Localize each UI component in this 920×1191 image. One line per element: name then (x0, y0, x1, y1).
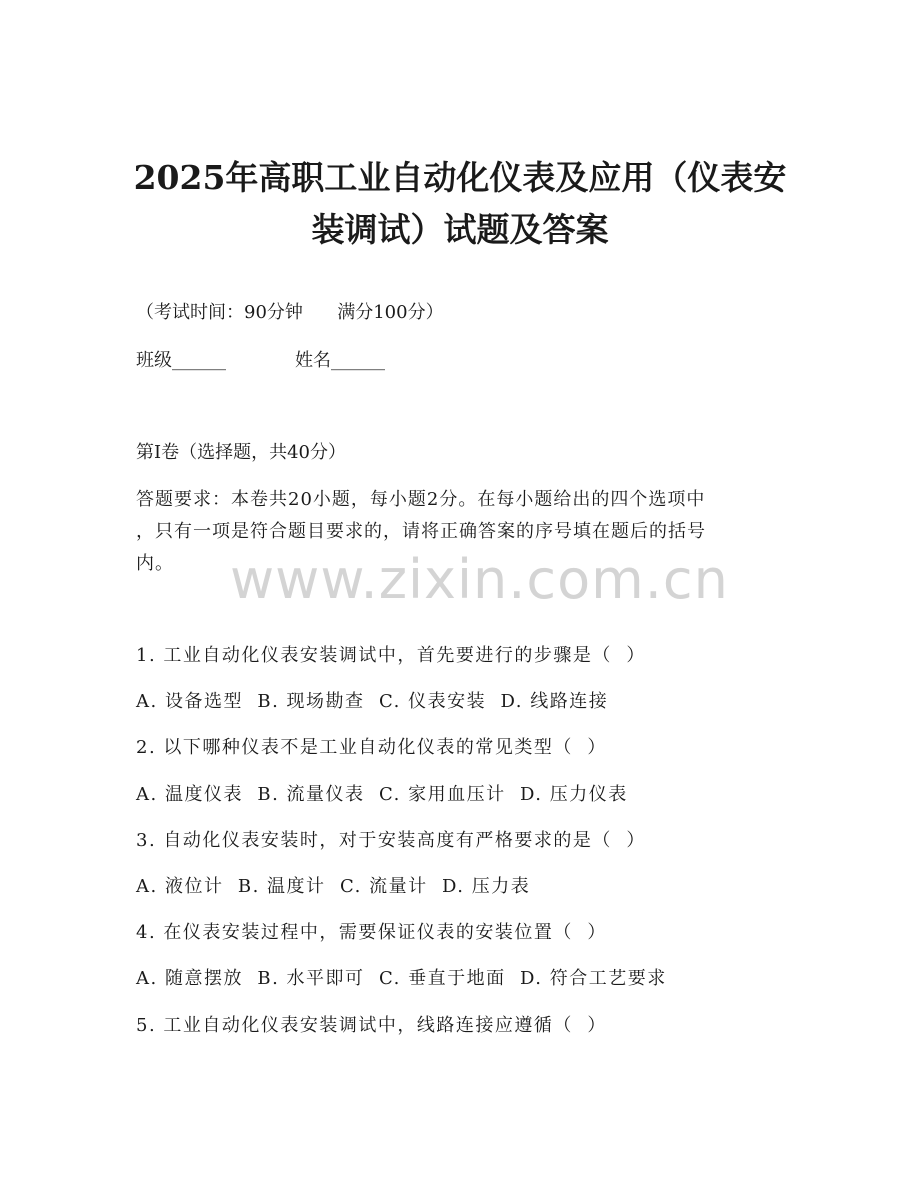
question-4-options: A. 随意摆放 B. 水平即可 C. 垂直于地面 D. 符合工艺要求 (136, 968, 667, 989)
name-field: 姓名______ (295, 350, 385, 371)
question-4-stem: 4. 在仪表安装过程中，需要保证仪表的安装位置（ ） (136, 922, 607, 943)
document-title-line-1: 2025年高职工业自动化仪表及应用（仪表安 (133, 158, 787, 197)
class-field: 班级______ (136, 350, 226, 371)
question-2-options: A. 温度仪表 B. 流量仪表 C. 家用血压计 D. 压力仪表 (136, 784, 628, 805)
instructions-line: ，只有一项是符合题目要求的，请将正确答案的序号填在题后的括号 (136, 521, 706, 542)
question-3-stem: 3. 自动化仪表安装时，对于安装高度有严格要求的是（ ） (136, 830, 646, 851)
document-title-line-2: 装调试）试题及答案 (311, 210, 609, 249)
question-1-stem: 1. 工业自动化仪表安装调试中，首先要进行的步骤是（ ） (136, 645, 646, 666)
question-3-options: A. 液位计 B. 温度计 C. 流量计 D. 压力表 (136, 876, 531, 897)
watermark: www.zixin.com.cn (230, 548, 729, 611)
exam-info: （考试时间：90分钟 满分100分） (136, 302, 444, 323)
instructions-line: 答题要求：本卷共20小题，每小题2分。在每小题给出的四个选项中 (136, 489, 706, 510)
question-2-stem: 2. 以下哪种仪表不是工业自动化仪表的常见类型（ ） (136, 737, 607, 758)
question-1-options: A. 设备选型 B. 现场勘查 C. 仪表安装 D. 线路连接 (136, 691, 609, 712)
section-heading: 第I卷（选择题，共40分） (136, 442, 347, 463)
instructions-line: 内。 (136, 553, 174, 574)
question-5-stem: 5. 工业自动化仪表安装调试中，线路连接应遵循（ ） (136, 1015, 607, 1036)
